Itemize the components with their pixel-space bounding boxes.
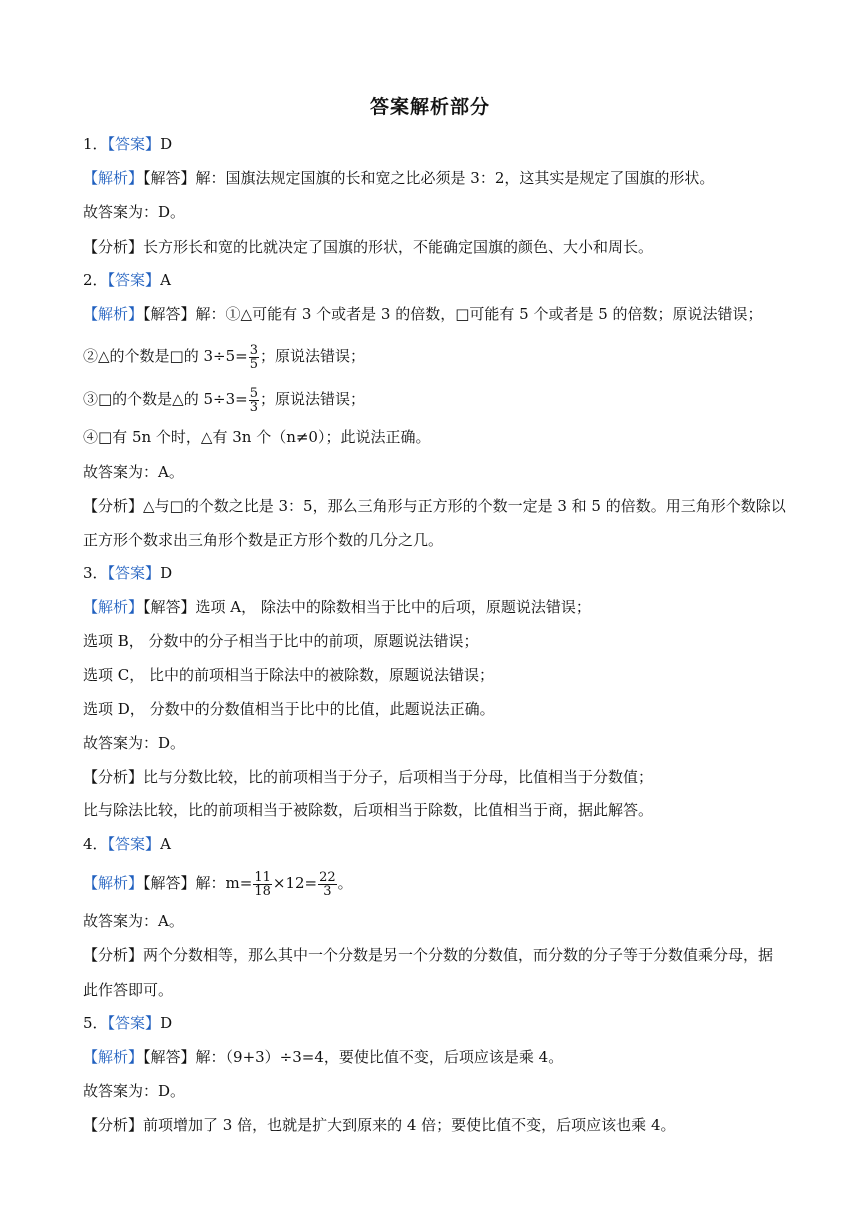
fraction: $\frac{22}{3}$ — [319, 869, 336, 899]
q4-analysis-cont: 此作答即可。 — [83, 981, 174, 999]
q5-result: 故答案为：D。 — [83, 1082, 186, 1100]
fenxi-label: 【分析】 — [83, 1116, 144, 1134]
answer-label: 【答案】 — [107, 271, 161, 289]
jieda-label: 【解答】 — [143, 598, 196, 616]
q4-analysis: 两个分数相等，那么其中一个分数是另一个分数的分数值，而分数的分子等于分数值乘分母，据 — [143, 946, 774, 964]
q5-solution: 解：（9+3）÷3=4，要使比值不变，后项应该是乘 4。 — [195, 1048, 564, 1066]
fraction: $\frac{3}{5}$ — [249, 342, 258, 372]
q3-answer-line — [83, 562, 823, 584]
q1-number: 1． — [83, 135, 108, 153]
q3-option-a: 选项 A， 除法中的除数相当于比中的后项，原题说法错误； — [195, 598, 591, 616]
fraction: $\frac{11}{18}$ — [254, 869, 271, 899]
q2-result: 故答案为：A。 — [83, 463, 184, 481]
q4-solution-text: 解：m= — [195, 874, 253, 892]
jiexi-label: 【解析】 — [83, 305, 144, 323]
q5-analysis: 前项增加了 3 倍，也就是扩大到原来的 4 倍；要使比值不变，后项应该也乘 4。 — [143, 1116, 676, 1134]
q3-solution-line — [83, 596, 823, 618]
q2-analysis-line — [83, 495, 823, 517]
q2-line2-text: ②△的个数是□的 3÷5= — [83, 347, 248, 365]
q1-answer: D — [160, 135, 173, 153]
q3-option-d: 选项 D， 分数中的分数值相当于比中的比值，此题说法正确。 — [83, 700, 495, 718]
jieda-label: 【解答】 — [143, 874, 196, 892]
q4-solution-line — [83, 868, 823, 898]
fenxi-label: 【分析】 — [83, 238, 144, 256]
q4-number: 4． — [83, 835, 108, 853]
q3-analysis: 比与分数比较，比的前项相当于分子，后项相当于分母，比值相当于分数值； — [143, 768, 654, 786]
jieda-label: 【解答】 — [143, 305, 196, 323]
q3-result: 故答案为：D。 — [83, 734, 186, 752]
q1-analysis-line — [83, 236, 823, 258]
q1-result: 故答案为：D。 — [83, 203, 186, 221]
q2-line3-tail: ；原说法错误； — [259, 390, 365, 408]
q2-solution-line — [83, 303, 823, 325]
fenxi-label: 【分析】 — [83, 497, 144, 515]
page-title: 答案解析部分 — [369, 96, 490, 118]
q1-answer-line — [83, 133, 823, 155]
q2-line-2 — [83, 341, 823, 371]
q2-number: 2． — [83, 271, 108, 289]
q3-option-c: 选项 C， 比中的前项相当于除法中的被除数，原题说法错误； — [83, 666, 495, 684]
q3-answer: D — [160, 564, 173, 582]
jieda-label: 【解答】 — [143, 169, 196, 187]
q3-option-b: 选项 B， 分数中的分子相当于比中的前项，原题说法错误； — [83, 632, 479, 650]
q2-answer: A — [160, 271, 171, 289]
q5-solution-line — [83, 1046, 823, 1068]
q1-solution: 解：国旗法规定国旗的长和宽之比必须是 3：2，这其实是规定了国旗的形状。 — [195, 169, 715, 187]
q2-solution: 解：①△可能有 3 个或者是 3 的倍数，□可能有 5 个或者是 5 的倍数；原说法错误； — [195, 305, 763, 323]
fenxi-label: 【分析】 — [83, 768, 144, 786]
jiexi-label: 【解析】 — [83, 598, 144, 616]
q5-number: 5． — [83, 1014, 108, 1032]
answer-label: 【答案】 — [107, 135, 161, 153]
q4-result: 故答案为：A。 — [83, 912, 184, 930]
q4-answer-line — [83, 833, 823, 855]
fraction: $\frac{5}{3}$ — [249, 385, 258, 415]
q2-line-3 — [83, 384, 823, 414]
q2-analysis-cont: 正方形个数求出三角形个数是正方形个数的几分之几。 — [83, 531, 444, 549]
jiexi-label: 【解析】 — [83, 169, 144, 187]
answer-label: 【答案】 — [107, 564, 161, 582]
q2-answer-line — [83, 269, 823, 291]
q4-answer: A — [160, 835, 171, 853]
jiexi-label: 【解析】 — [83, 874, 144, 892]
q3-analysis-line — [83, 766, 823, 788]
answer-label: 【答案】 — [107, 835, 161, 853]
q5-answer-line — [83, 1012, 823, 1034]
q3-number: 3． — [83, 564, 108, 582]
q3-analysis-cont: 比与除法比较，比的前项相当于被除数，后项相当于除数，比值相当于商，据此解答。 — [83, 801, 654, 819]
q2-line2-tail: ；原说法错误； — [259, 347, 365, 365]
q2-line3-text: ③□的个数是△的 5÷3= — [83, 390, 248, 408]
q4-analysis-line — [83, 944, 823, 966]
q1-analysis: 长方形长和宽的比就决定了国旗的形状，不能确定国旗的颜色、大小和周长。 — [143, 238, 654, 256]
jieda-label: 【解答】 — [143, 1048, 196, 1066]
q5-answer: D — [160, 1014, 173, 1032]
q2-line-4: ④□有 5n 个时，△有 3n 个（n≠0）；此说法正确。 — [83, 428, 431, 446]
answer-label: 【答案】 — [107, 1014, 161, 1032]
jiexi-label: 【解析】 — [83, 1048, 144, 1066]
q4-solution-end: 。 — [337, 874, 353, 892]
q4-solution-mid: ×12= — [272, 874, 318, 892]
fenxi-label: 【分析】 — [83, 946, 144, 964]
q2-analysis: △与□的个数之比是 3：5，那么三角形与正方形的个数一定是 3 和 5 的倍数。用三角形个数除以 — [143, 497, 786, 515]
q5-analysis-line — [83, 1114, 823, 1136]
q1-solution-line — [83, 167, 823, 189]
